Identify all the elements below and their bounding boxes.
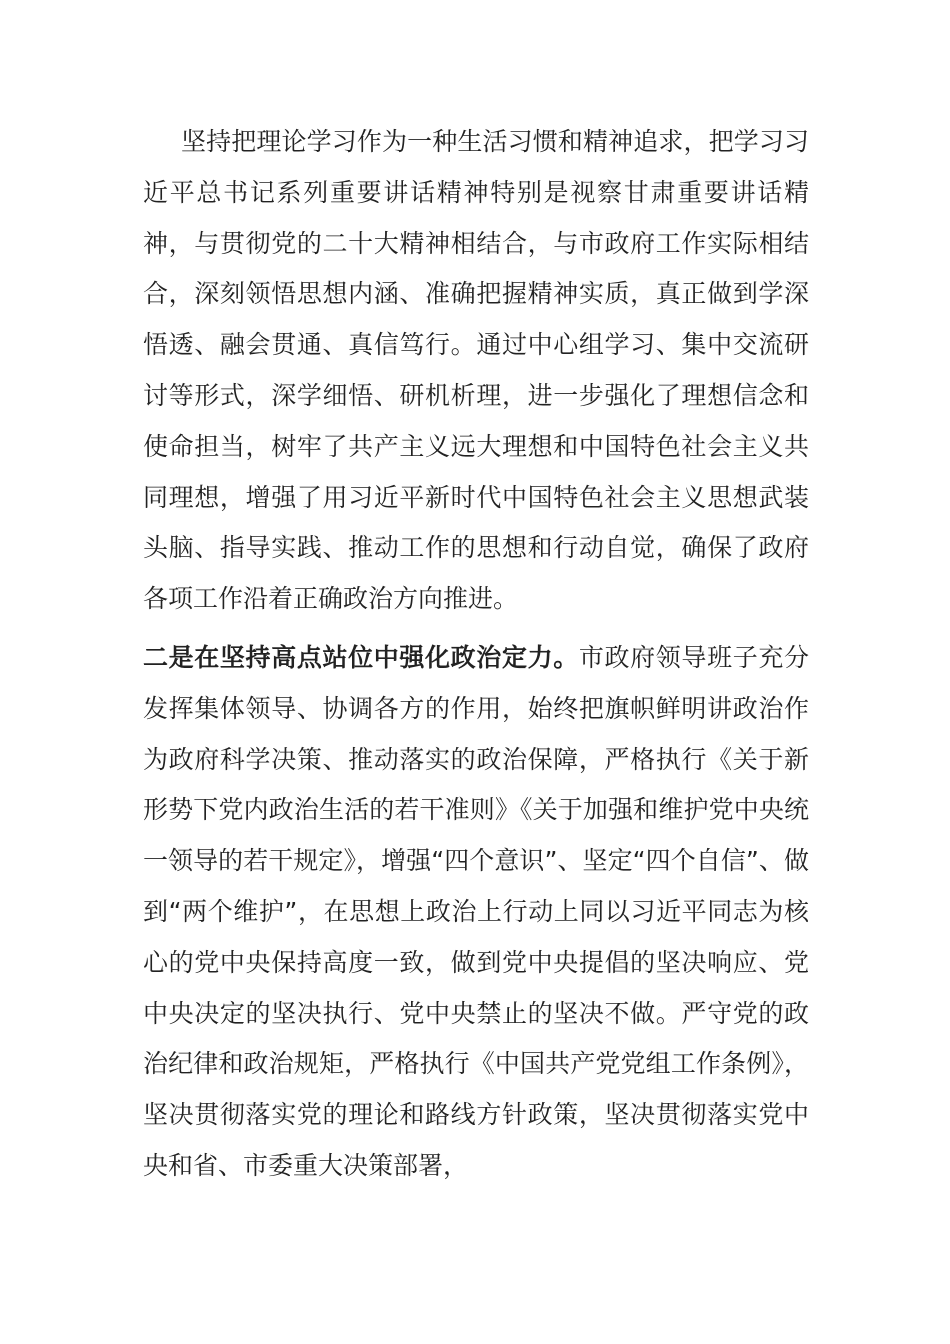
paragraph-text: 坚持把理论学习作为一种生活习惯和精神追求，把学习习近平总书记系列重要讲话精神特别是视察甘肃重要讲话精神，与贯彻党的二十大精神相结合，与市政府工作实际相结合，深刻领悟思想内涵、准确把握精神实质，真正做到学深悟透、融会贯通、真信笃行。通过中心组学习、集中交流研讨等形式，深学细悟、研机析理，进一步强化了理想信念和使命担当，树牢了共产主义远大理想和中国特色社会主义共同理想，增强了用习近平新时代中国特色社会主义思想武装头脑、指导实践、推动工作的思想和行动自觉，确保了政府各项工作沿着正确政治方向推进。	[143, 127, 809, 614]
paragraph-text: 市政府领导班子充分发挥集体领导、协调各方的作用，始终把旗帜鲜明讲政治作为政府科学决策、推动落实的政治保障，严格执行《关于新形势下党内政治生活的若干准则》《关于加强和维护党中央统一领导的若干规定》，增强“四个意识”、坚定“四个自信”、做到“两个维护”，在思想上政治上行动上同以习近平同志为核心的党中央保持高度一致，做到党中央提倡的坚决响应、党中央决定的坚决执行、党中央禁止的坚决不做。严守党的政治纪律和政治规矩，严格执行《中国共产党党组工作条例》，坚决贯彻落实党的理论和路线方针政策，坚决贯彻落实党中央和省、市委重大决策部署，	[143, 642, 809, 1180]
paragraph-theory-study	[143, 117, 809, 625]
paragraph-heading: 二是在坚持高点站位中强化政治定力。	[143, 642, 579, 672]
paragraph-political-stance	[143, 633, 809, 1192]
document-page	[143, 117, 809, 1192]
